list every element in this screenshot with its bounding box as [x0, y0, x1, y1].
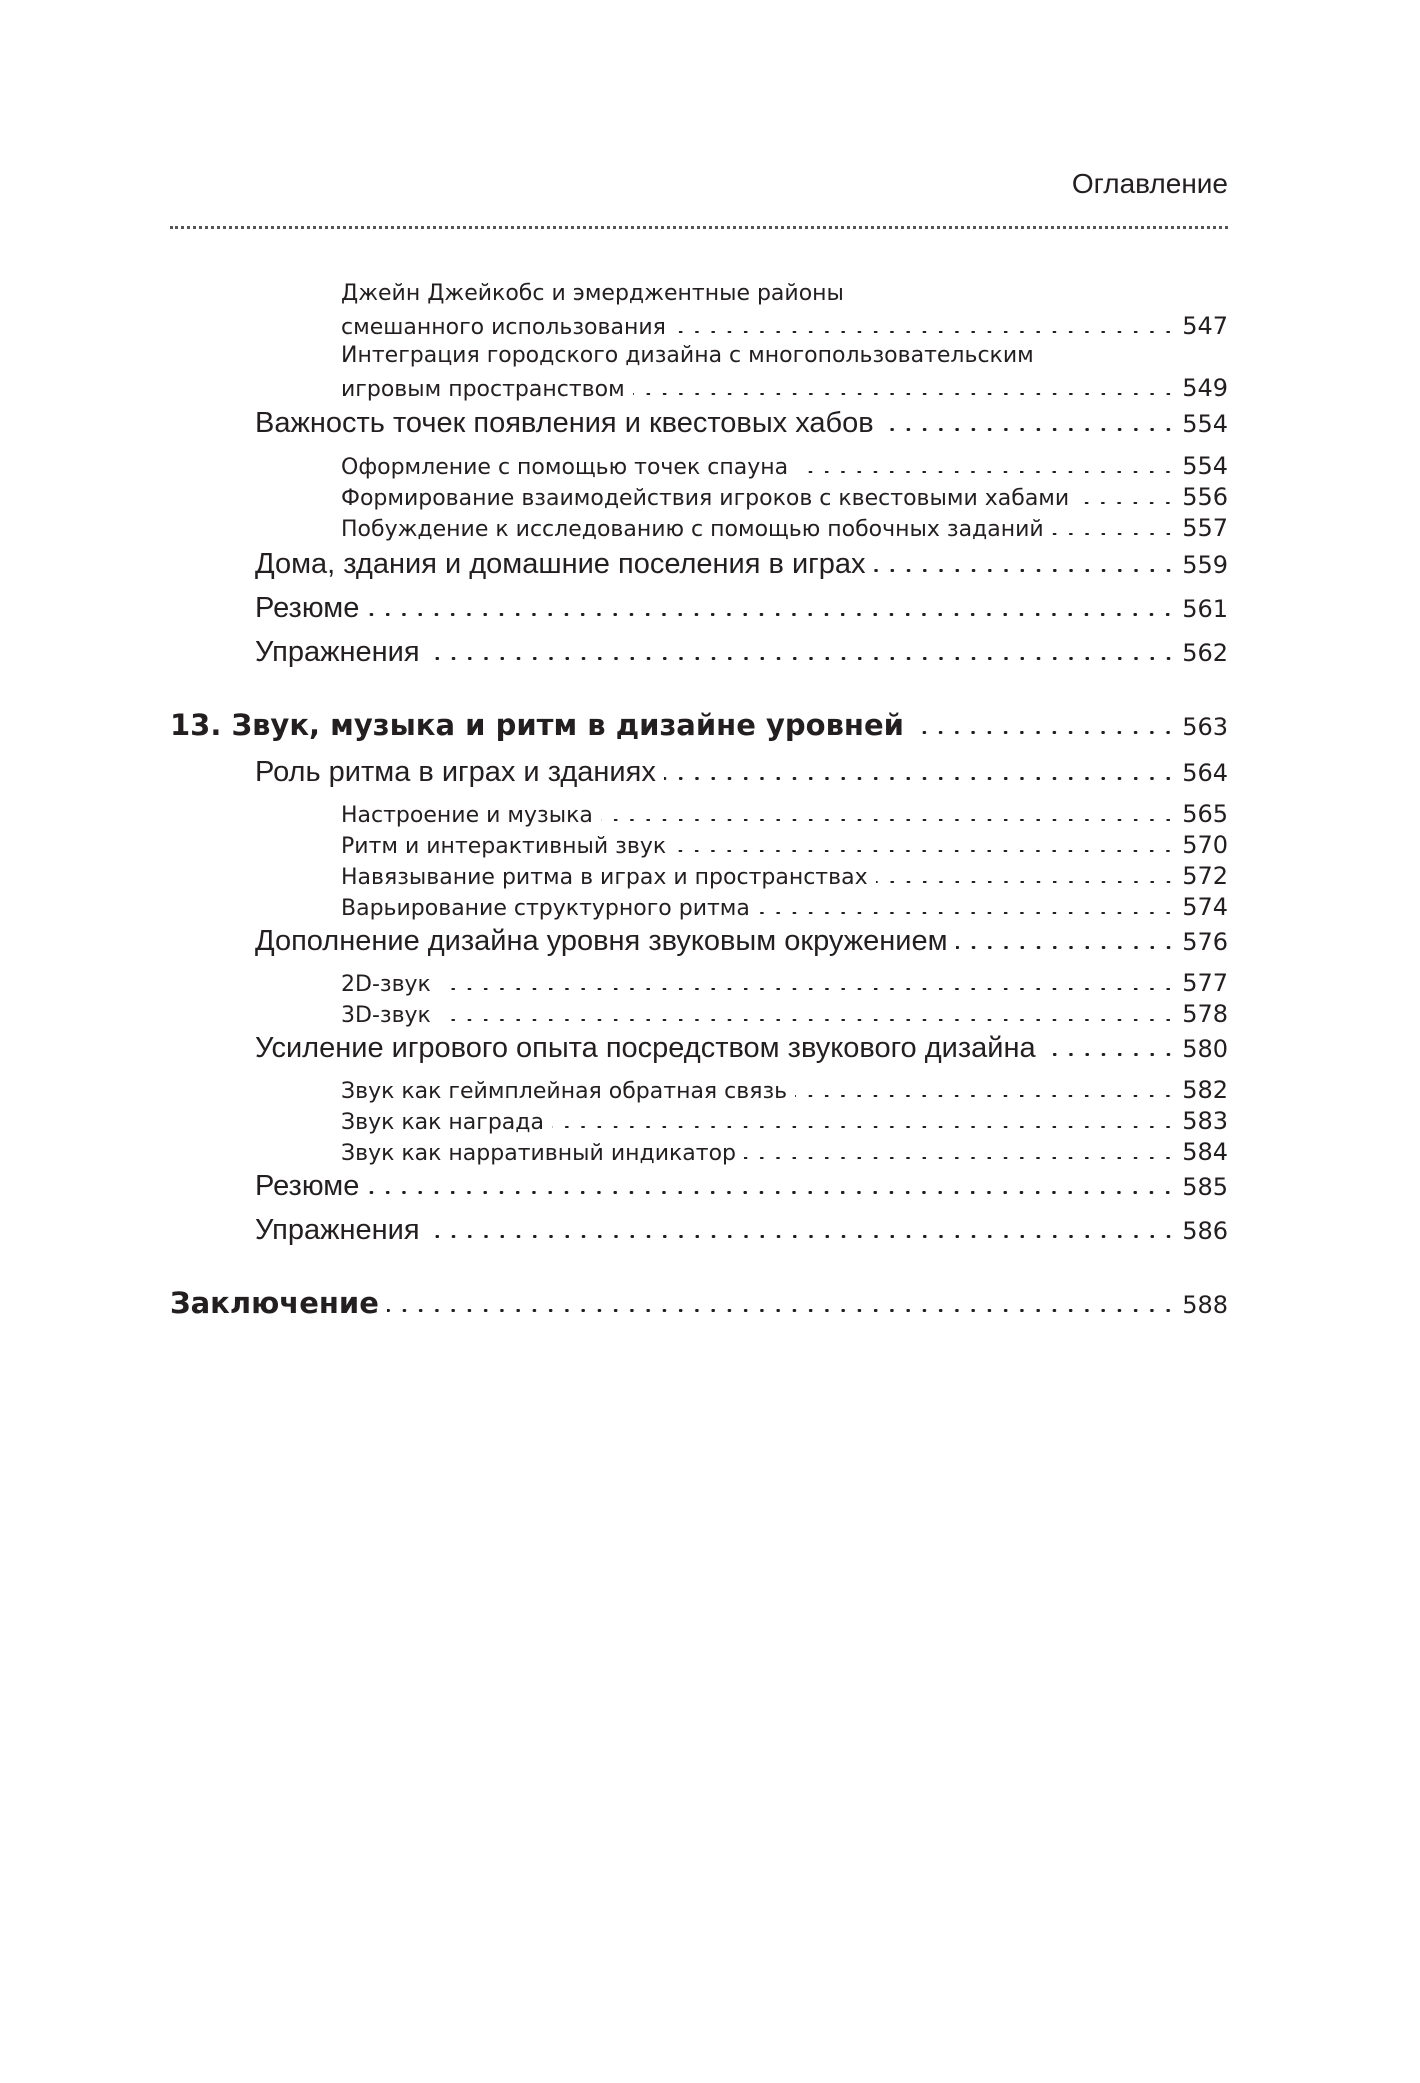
toc-entry-first-line: Джейн Джейкобс и эмерджентные районы	[341, 281, 844, 306]
dot-leader	[367, 613, 1176, 616]
running-header-title: Оглавление	[1071, 168, 1228, 199]
toc-entry[interactable]	[341, 1076, 1228, 1104]
toc-entry-title: Варьирование структурного ритма	[341, 896, 750, 921]
dot-leader	[912, 731, 1176, 734]
toc-entry[interactable]	[255, 925, 1228, 958]
toc-entry-page: 577	[1182, 969, 1228, 997]
dot-leader	[1052, 533, 1176, 535]
toc-entry[interactable]	[341, 1000, 1228, 1028]
toc-entry[interactable]	[341, 800, 1228, 828]
toc-entry-page: 586	[1182, 1217, 1228, 1245]
toc-entry-title: Звук как награда	[341, 1110, 544, 1135]
toc-entry-title: Формирование взаимодействия игроков с квестовыми хабами	[341, 486, 1070, 511]
toc-entry-page: 564	[1182, 759, 1228, 787]
toc-chapter-entry[interactable]	[170, 1286, 1228, 1320]
toc-entry-page: 561	[1182, 595, 1228, 623]
dot-leader	[876, 881, 1177, 883]
toc-entry-page: 583	[1182, 1107, 1228, 1135]
toc-entry[interactable]	[341, 1107, 1228, 1135]
toc-entry[interactable]	[255, 636, 1228, 669]
toc-entry-title: Побуждение к исследованию с помощью побочных заданий	[341, 517, 1044, 542]
toc-entry-page: 549	[1182, 374, 1228, 402]
dot-leader	[552, 1126, 1176, 1128]
toc-entry-page: 588	[1182, 1291, 1228, 1319]
toc-entry-title: 2D-звук	[341, 972, 431, 997]
toc-entry[interactable]	[341, 514, 1228, 542]
dot-leader	[439, 1019, 1176, 1021]
dot-leader	[428, 1235, 1177, 1238]
toc-entry-page: 557	[1182, 514, 1228, 542]
dot-leader	[795, 1095, 1176, 1097]
toc-entry-page: 554	[1182, 452, 1228, 480]
toc-entry-page: 570	[1182, 831, 1228, 859]
toc-entry-page: 582	[1182, 1076, 1228, 1104]
header-dotted-rule	[170, 226, 1228, 229]
toc-entry-title: Звук как геймплейная обратная связь	[341, 1079, 788, 1104]
toc-entry-title: Резюме	[255, 592, 360, 624]
toc-entry-first-line: Интеграция городского дизайна с многопользовательским	[341, 343, 1034, 368]
toc-entry-page: 547	[1182, 312, 1228, 340]
toc-entry-title: Дополнение дизайна уровня звуковым окружением	[255, 925, 948, 957]
dot-leader	[1077, 502, 1176, 504]
toc-entry[interactable]	[255, 1032, 1228, 1065]
toc-entry[interactable]	[255, 592, 1228, 625]
toc-entry[interactable]	[341, 452, 1228, 480]
dot-leader	[387, 1309, 1176, 1312]
dot-leader	[439, 988, 1176, 990]
dot-leader	[367, 1191, 1176, 1194]
toc-entry-title: Звук как нарративный индикатор	[341, 1141, 737, 1166]
dot-leader	[633, 393, 1176, 395]
toc-entry[interactable]	[255, 548, 1228, 581]
toc-entry-title: Резюме	[255, 1170, 360, 1202]
toc-entry-title: смешанного использования	[341, 315, 666, 340]
dot-leader	[956, 946, 1177, 949]
toc-entry-page: 559	[1182, 551, 1228, 579]
dot-leader	[758, 912, 1176, 914]
toc-entry[interactable]	[341, 969, 1228, 997]
toc-entry-title: Оформление с помощью точек спауна	[341, 455, 789, 480]
toc-entry-title: Упражнения	[255, 1214, 420, 1246]
dot-leader	[674, 850, 1176, 852]
dot-leader	[664, 777, 1176, 780]
dot-leader	[744, 1157, 1176, 1159]
dot-leader	[674, 331, 1176, 333]
dot-leader	[1044, 1053, 1177, 1056]
toc-entry[interactable]	[255, 407, 1228, 440]
toc-entry-title: Важность точек появления и квестовых хабов	[255, 407, 874, 439]
dot-leader	[428, 657, 1177, 660]
toc-entry[interactable]	[341, 483, 1228, 511]
toc-entry-page: 563	[1182, 713, 1228, 741]
toc-entry-title: Упражнения	[255, 636, 420, 668]
dot-leader	[601, 819, 1176, 821]
toc-chapter-entry[interactable]	[170, 708, 1228, 742]
toc-entry-title: Навязывание ритма в играх и пространствах	[341, 865, 868, 890]
toc-entry-page: 576	[1182, 928, 1228, 956]
toc-entry-page: 585	[1182, 1173, 1228, 1201]
toc-entry-page: 556	[1182, 483, 1228, 511]
toc-entry-title: Дома, здания и домашние поселения в играх	[255, 548, 866, 580]
toc-entry-page: 572	[1182, 862, 1228, 890]
toc-entry[interactable]	[341, 312, 1228, 340]
toc-entry-title: 3D-звук	[341, 1003, 431, 1028]
toc-entry-title: Настроение и музыка	[341, 803, 593, 828]
toc-entry[interactable]	[341, 374, 1228, 402]
toc-entry-page: 580	[1182, 1035, 1228, 1063]
toc-entry-page: 565	[1182, 800, 1228, 828]
toc-entry-page: 574	[1182, 893, 1228, 921]
toc-entry-page: 562	[1182, 639, 1228, 667]
toc-entry-title: Роль ритма в играх и зданиях	[255, 756, 656, 788]
dot-leader	[796, 471, 1176, 473]
toc-entry-page: 578	[1182, 1000, 1228, 1028]
toc-entry-title: игровым пространством	[341, 377, 625, 402]
toc-entry-title: Ритм и интерактивный звук	[341, 834, 667, 859]
toc-entry[interactable]	[255, 756, 1228, 789]
toc-entry-title: Усиление игрового опыта посредством звукового дизайна	[255, 1032, 1036, 1064]
toc-entry-page: 554	[1182, 410, 1228, 438]
dot-leader	[882, 428, 1177, 431]
toc-entry[interactable]	[255, 1214, 1228, 1247]
toc-entry[interactable]	[341, 1138, 1228, 1166]
toc-entry[interactable]	[255, 1170, 1228, 1203]
dot-leader	[874, 569, 1177, 572]
toc-entry-title: Заключение	[170, 1286, 379, 1320]
toc-entry-title: 13. Звук, музыка и ритм в дизайне уровней	[170, 708, 904, 742]
toc-entry[interactable]	[341, 893, 1228, 921]
toc-entry[interactable]	[341, 862, 1228, 890]
toc-entry[interactable]	[341, 831, 1228, 859]
toc-entry-page: 584	[1182, 1138, 1228, 1166]
